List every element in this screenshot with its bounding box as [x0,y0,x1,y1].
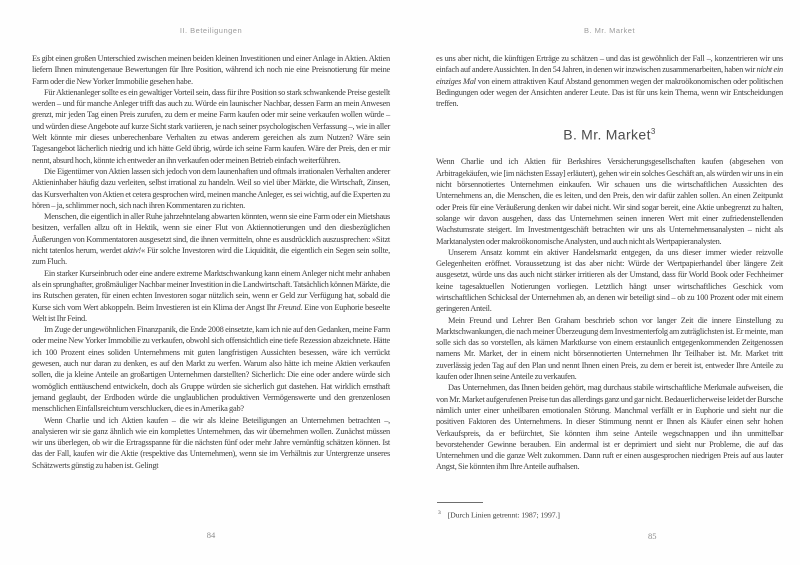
paragraph: Die Eigentümer von Aktien lassen sich jedoch von dem launenhaften und oftmals irrationalen Verhalten anderer Aktieninhaber häufig dazu verleiten, selbst irrational zu handeln. Weil so viel über Märkte, die Wirtschaft, Zinsen, das Kursverhalten von Aktien et cetera gesprochen wird, meinen manche Anleger, es sei wichtig, auf die Experten zu hören – ja, schlimmer noch, sich nach ihren Kommentaren zu richten. [32,166,390,210]
paragraph: Für Aktienanleger sollte es ein gewaltiger Vorteil sein, dass für ihre Position so stark schwankende Preise gestellt werden – und für manche Anleger trifft das auch zu. Würde ein launischer Nachbar, dessen Farm an mein Anwesen grenzt, mir jeden Tag einen Preis zurufen, zu dem er meine Farm kaufen oder mir seine verkaufen wollen würde – und würden diese Angebote auf kurze Sicht stark variieren, je nach seiner psychologischen Verfassung –, wie in aller Welt könnte mir dieses unberechenbare Verhalten zu etwas anderem gereichen als zum Nutzen? Wäre sein Tagesangebot lächerlich niedrig und ich hätte Geld übrig, würde ich seine Farm kaufen. Wäre der Preis, den er mir nennt, absurd hoch, könnte ich entweder an ihn verkaufen oder meinen Betrieb einfach weiterführen. [32,87,390,165]
continuation-text [436,53,783,109]
section-heading [436,126,783,144]
page-left-body [32,53,390,471]
paragraph: Unserem Ansatz kommt ein aktiver Handelsmarkt entgegen, da uns dieser immer wieder reizvolle Gelegenheiten eröffnet. Voraussetzung ist das aber nicht: Würde der Wertpapierhandel über längere Zeit ausgesetzt, würde uns das auch nicht stärker irritieren als der Umstand, dass für World Book oder Fechheimer keine tagesaktuellen Notierungen vorliegen. Letztlich hängt unser wirtschaftliches Geschick vom wirtschaftlichen Schicksal der Unternehmen ab, an denen wir beteiligt sind – ob zu 100 Prozent oder mit einem geringeren Anteil. [436,247,783,314]
running-head-left: II. Beteiligungen [179,26,243,35]
page-number-left: 84 [32,530,390,540]
paragraph: Wenn Charlie und ich Aktien für Berkshires Versicherungsgesellschaften kaufen (abgesehen von Arbitragekäufen, wie [im nächsten Essay] erläutert), gehen wir ein solches Geschäft an, als würden wir uns in ein nicht börsennotiertes Unternehmen einkaufen. Wir schauen uns die wirtschaftlichen Aussichten des Unternehmens an, die Menschen, die es leiten, und den Preis, den wir dafür zahlen sollen. An einen Zeitpunkt oder Preis für eine Veräußerung denken wir dabei nicht. Wir sind sogar bereit, eine Aktie unbegrenzt zu halten, solange wir davon ausgehen, dass das Unternehmen seinen inneren Wert mit einer zufriedenstellenden Wachstumsrate steigert. Im Investmentgeschäft betrachten wir uns als Unternehmensanalysten – nicht als Marktanalysten oder makroökonomische Analysten, und auch nicht als Wertpapieranalysten. [436,157,783,246]
footnote-text-label: [Durch Linien getrennt: 1987; 1997.] [447,510,560,520]
page-right-body [436,53,783,473]
paragraph: Wenn Charlie und ich Aktien kaufen – die wir als kleine Beteiligungen an Unternehmen betrachten –, analysieren wir sie ganz ähnlich wie ein komplettes Unternehmen, das wir übernehmen wollen. Zunächst müssen wir uns überlegen, ob wir die Ertragsspanne für die nächsten fünf oder mehr Jahre vernünftig schätzen können. Ist das der Fall, kaufen wir die Aktie (respektive das Unternehmen), wenn sie im Verhältnis zur Untergrenze unseres Schätzwerts günstig zu haben ist. Gelingt [32,415,390,470]
page-right [400,0,800,565]
footnote-reference: 3 [650,127,656,137]
page-number-right: 85 [648,531,672,541]
paragraph: es uns aber nicht, die künftigen Erträge zu schätzen – und das ist gewöhnlich der Fall –, konzentrieren wir uns einfach auf andere Aussichten. In den 54 Jahren, in denen wir inzwischen zusammenarbeiten, haben wir nicht ein einziges Mal von einem attraktiven Kauf Abstand genommen wegen der makroökonomischen oder politischen Bedingungen oder wegen der Ansichten anderer Leute. Das ist für uns kein Thema, wenn wir Entscheidungen treffen. [436,54,783,109]
footnote-marker: 3 [438,510,441,516]
paragraph: Menschen, die eigentlich in aller Ruhe jahrzehntelang abwarten könnten, wenn sie eine Farm oder ein Mietshaus besitzen, verfallen allzu oft in Hektik, wenn sie einer Flut von Aktiennotierungen und den diesbezüglichen Äußerungen von Kommentatoren ausgesetzt sind, die ihnen vermitteln, ohne es ausdrücklich auszusprechen: »Sitzt nicht tatenlos herum, werdet aktiv!« Für solche Investoren wird die Liquidität, die eigentlich ein Segen sein sollte, zum Fluch. [32,212,390,267]
paragraph: Ein starker Kurseinbruch oder eine andere extreme Marktschwankung kann einem Anleger nicht mehr anhaben als ein sprunghafter, großmäuliger Nachbar meiner Investition in die Landwirtschaft. Tatsächlich können Märkte, die ins Rutschen geraten, für einen echten Investoren sogar nützlich sein, wenn er Geld zur Verfügung hat, sobald die Kurse sich vom Wert abkoppeln. Beim Investieren ist ein Klima der Angst Ihr Freund. Eine von Euphorie beseelte Welt ist Ihr Feind. [32,268,391,323]
paragraph: Im Zuge der ungewöhnlichen Finanzpanik, die Ende 2008 einsetzte, kam ich nie auf den Gedanken, meine Farm oder meine New Yorker Immobilie zu verkaufen, obwohl sich offensichtlich eine tiefe Rezession abzeichnete. Hätte ich 100 Prozent eines soliden Unternehmens mit guten langfristigen Aussichten besessen, wäre ich verrückt gewesen, auch nur daran zu denken, es auf den Markt zu werfen. Warum also hätte ich meine Aktien verkaufen sollen, die ja kleine Anteile an großartigen Unternehmen darstellten? Sicherlich: Die eine oder andere würde sich womöglich enttäuschend entwickeln, doch als Gruppe würden sie sicherlich gut dastehen. Hat wirklich ernsthaft jemand geglaubt, der Erdboden würde die unglaublichen produktiven Vermögenswerte und den grenzenlosen menschlichen Einfallsreichtum verschlucken, die es in Amerika gab? [32,325,390,414]
running-head-right: B. Mr. Market [583,26,636,35]
section-text [436,156,783,472]
paragraph: Es gibt einen großen Unterschied zwischen meinen beiden kleinen Investitionen und einer Anlage in Aktien. Aktien liefern Ihnen minutengenaue Bewertungen für Ihre Position, während ich noch nie eine Preisnotierung für meine Farm oder die New Yorker Immobilie gesehen habe. [32,54,390,86]
footnote-rule [437,502,483,503]
footnote [436,508,783,521]
section-heading-label: B. Mr. Market [563,127,651,144]
paragraph: Das Unternehmen, das Ihnen beiden gehört, mag durchaus stabile wirtschaftliche Merkmale aufweisen, die von Mr. Market aufgerufenen Preise tun das allerdings ganz und gar nicht. Bedauerlicherweise leidet der Bursche nämlich unter einer unheilbaren emotionalen Störung. Manchmal verfällt er in Euphorie und sieht nur die positiven Faktoren des Unternehmens. In dieser Stimmung nennt er Ihnen als Käufer einen sehr hohen Verkaufspreis, da er befürchtet, Sie könnten ihm seine Anteile wegschnappen und ihn unmittelbar bevorstehender Gewinne berauben. Ein andermal ist er deprimiert und sieht nur Probleme, die auf das Unternehmen und die ganze Welt zukommen. Dann ruft er einen ausgesprochen niedrigen Preis auf aus lauter Angst, Sie könnten ihm Ihre Anteile aufhalsen. [436,383,783,472]
paragraph: Mein Freund und Lehrer Ben Graham beschrieb schon vor langer Zeit die innere Einstellung zu Marktschwankungen, die nach meiner Überzeugung dem Investmenterfolg am zuträglichsten ist. Er meinte, man solle sich das so vorstellen, als kämen Marktkurse von einem erstaunlich entgegenkommenden Zeitgenossen namens Mr. Market, der in einem nicht börsennotierten Unternehmen Ihr Teilhaber ist. Mr. Market tritt zuverlässig jeden Tag auf den Plan und nennt Ihnen einen Preis, zu dem er bereit ist, entweder Ihre Anteile zu kaufen oder Ihnen seine Anteile zu verkaufen. [436,315,783,382]
footnote-block [436,497,783,542]
